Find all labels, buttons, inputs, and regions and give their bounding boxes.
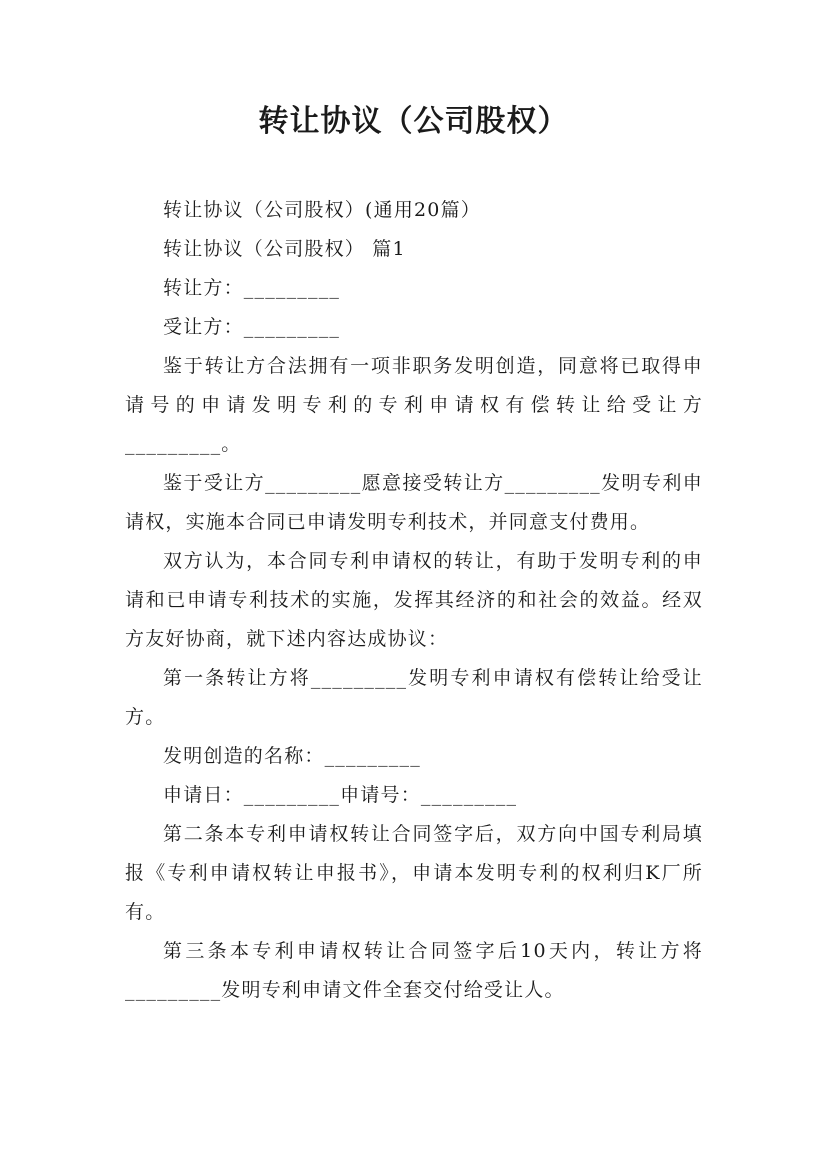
paragraph-article-1: 第一条转让方将_________发明专利申请权有偿转让给受让方。 <box>125 667 703 728</box>
paragraph-recital-2: 鉴于受让方_________愿意接受转让方_________发明专利申请权，实施本合同已申请发明专利技术，并同意支付费用。 <box>125 472 703 533</box>
paragraph-article-2: 第二条本专利申请权转让合同签字后，双方向中国专利局填报《专利申请权转让申报书》，申请本发明专利的权利归K厂所有。 <box>125 823 703 923</box>
paragraph-recital-3: 双方认为，本合同专利申请权的转让，有助于发明专利的申请和已申请专利技术的实施，发挥其经济的和社会的效益。经双方友好协商，就下述内容达成协议： <box>125 550 703 650</box>
paragraph-heading: 转让协议（公司股权）(通用20篇） <box>163 199 481 221</box>
paragraph-transferee: 受让方：_________ <box>163 316 341 338</box>
paragraph-invention-name: 发明创造的名称：_________ <box>163 745 421 767</box>
document-title: 转让协议（公司股权） <box>258 104 569 139</box>
paragraph-article-3: 第三条本专利申请权转让合同签字后10天内，转让方将_________发明专利申请文件全套交付给受让人。 <box>125 940 703 1001</box>
paragraph-transferor: 转让方：_________ <box>163 277 341 299</box>
document-body <box>125 191 703 1010</box>
paragraph-section-title: 转让协议（公司股权） 篇1 <box>163 238 406 260</box>
paragraph-application-info: 申请日：_________申请号：_________ <box>163 784 518 806</box>
paragraph-recital-1: 鉴于转让方合法拥有一项非职务发明创造，同意将已取得申请号的申请发明专利的专利申请权有偿转让给受让方_________。 <box>125 355 703 455</box>
